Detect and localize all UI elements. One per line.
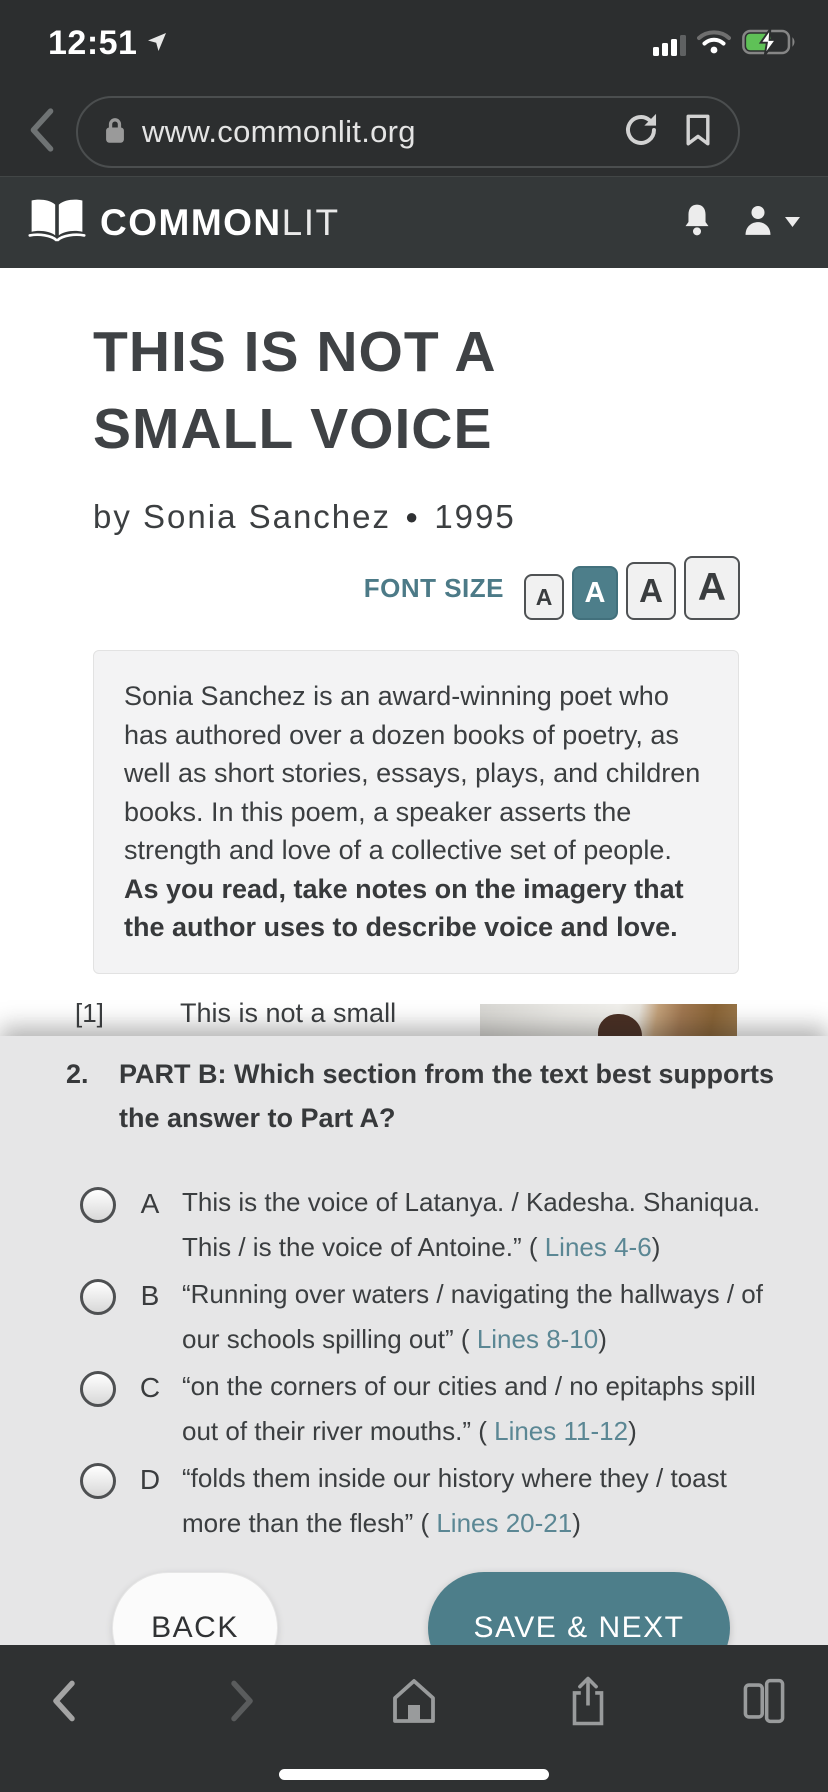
notifications-bell-button[interactable] — [681, 202, 713, 243]
font-size-button-xlarge[interactable]: A — [684, 556, 740, 620]
byline — [93, 498, 828, 536]
radio-button-c[interactable] — [80, 1371, 116, 1407]
answer-options — [0, 1180, 828, 1546]
question-line-1: PART B: Which section from the text best supports — [119, 1059, 775, 1089]
question-number: 2. — [66, 1059, 89, 1089]
font-size-button-large[interactable]: A — [626, 562, 676, 620]
option-d-line-2 — [182, 1501, 794, 1546]
option-c-close-paren: ) — [628, 1416, 637, 1446]
status-bar — [0, 22, 828, 70]
question-line-2: the answer to Part A? — [119, 1103, 396, 1133]
option-c-line-2 — [182, 1409, 794, 1454]
home-indicator[interactable] — [279, 1769, 549, 1780]
signal-icon — [653, 34, 686, 56]
caret-down-icon — [785, 214, 800, 232]
back-button[interactable]: BACK — [112, 1572, 278, 1684]
time-text: 12:51 — [48, 24, 138, 62]
url-bar[interactable] — [76, 96, 740, 168]
option-a-line-2 — [182, 1225, 794, 1270]
question-text — [119, 1052, 809, 1140]
option-text-b — [182, 1272, 794, 1362]
site-header — [0, 176, 828, 268]
lock-icon — [104, 116, 126, 149]
option-c-line-1: “on the corners of our cities and / no epitaphs spill — [182, 1371, 756, 1401]
nav-tabs-button[interactable] — [736, 1675, 792, 1727]
lines-link-b[interactable]: Lines 8-10 — [476, 1324, 599, 1354]
intro-text: Sonia Sanchez is an award-winning poet who has authored over a dozen books of poetry, as well as short stories, essays, plays, and children books. In this poem, a speaker asserts the strength and love of a collective set of people. — [124, 681, 701, 865]
browser-bottom-toolbar — [0, 1645, 828, 1792]
nav-share-button[interactable] — [560, 1675, 616, 1727]
option-c-line-2-text: out of their river mouths.” ( — [182, 1416, 495, 1446]
lines-link-a[interactable]: Lines 4-6 — [544, 1232, 652, 1262]
byline-author: by Sonia Sanchez — [93, 498, 392, 535]
option-letter-d: D — [139, 1464, 161, 1495]
paragraph-number: [1] — [75, 997, 104, 1028]
refresh-button[interactable] — [622, 111, 660, 154]
author-intro-box — [93, 650, 739, 974]
font-size-label: FONT SIZE — [363, 572, 504, 603]
option-a-line-2-text: This / is the voice of Antoine.” ( — [182, 1232, 545, 1262]
lines-link-c[interactable]: Lines 11-12 — [494, 1416, 629, 1446]
poem-first-line: This is not a small — [180, 997, 397, 1028]
radio-button-a[interactable] — [80, 1187, 116, 1223]
wifi-icon — [697, 29, 731, 60]
brand-wordmark: COMMONLIT — [100, 201, 340, 243]
intro-text-bold: As you read, take notes on the imagery that the author uses to describe voice and love. — [124, 873, 684, 942]
commonlit-logo[interactable] — [28, 197, 340, 248]
option-a-close-paren: ) — [651, 1232, 661, 1262]
option-text-a — [182, 1180, 794, 1270]
font-size-button-small[interactable]: A — [524, 574, 564, 620]
url-text: www.commonlit.org — [142, 114, 416, 149]
save-next-button[interactable]: SAVE & NEXT — [428, 1572, 730, 1684]
option-b-line-2 — [182, 1317, 794, 1362]
option-a-line-1: This is the voice of Latanya. / Kadesha. Shaniqua. — [182, 1187, 761, 1217]
font-size-button-medium-selected[interactable]: A — [572, 566, 618, 620]
byline-separator: ● — [405, 504, 421, 529]
lines-link-d[interactable]: Lines 20-21 — [436, 1508, 573, 1538]
option-row-d[interactable] — [80, 1456, 828, 1546]
option-b-line-1: “Running over waters / navigating the hallways / of — [182, 1279, 763, 1309]
open-book-icon — [28, 197, 86, 248]
location-arrow-icon — [145, 24, 169, 63]
page-title — [93, 314, 828, 468]
title-line-1: THIS IS NOT A — [93, 320, 497, 384]
address-bar-row — [0, 88, 828, 176]
option-d-close-paren: ) — [572, 1508, 581, 1538]
byline-year: 1995 — [434, 498, 516, 535]
nav-back-button[interactable] — [36, 1675, 92, 1727]
radio-button-d[interactable] — [80, 1463, 116, 1499]
option-letter-c: C — [139, 1372, 161, 1403]
status-icons — [653, 28, 800, 61]
browser-back-button[interactable] — [24, 106, 60, 159]
option-d-line-1: “folds them inside our history where they / toast — [182, 1463, 727, 1493]
option-letter-a: A — [140, 1188, 160, 1219]
title-line-2: SMALL VOICE — [93, 397, 493, 461]
bookmark-button[interactable] — [684, 113, 712, 152]
account-menu-button[interactable] — [741, 202, 800, 243]
option-row-c[interactable] — [80, 1364, 828, 1454]
option-d-line-2-text: more than the flesh” ( — [182, 1508, 437, 1538]
person-icon — [741, 202, 775, 243]
radio-button-b[interactable] — [80, 1279, 116, 1315]
option-row-a[interactable] — [80, 1180, 828, 1270]
question — [0, 1052, 828, 1140]
clock — [48, 24, 169, 63]
option-b-close-paren: ) — [598, 1324, 607, 1354]
option-b-line-2-text: our schools spilling out” ( — [182, 1324, 477, 1354]
option-text-d — [182, 1456, 794, 1546]
option-letter-b: B — [140, 1280, 160, 1311]
option-row-b[interactable] — [80, 1272, 828, 1362]
font-size-control — [93, 556, 740, 620]
option-text-c — [182, 1364, 794, 1454]
battery-charging-icon — [742, 28, 800, 61]
browser-chrome — [0, 0, 828, 176]
nav-forward-button-disabled[interactable] — [214, 1675, 270, 1727]
nav-home-button[interactable] — [386, 1675, 442, 1727]
